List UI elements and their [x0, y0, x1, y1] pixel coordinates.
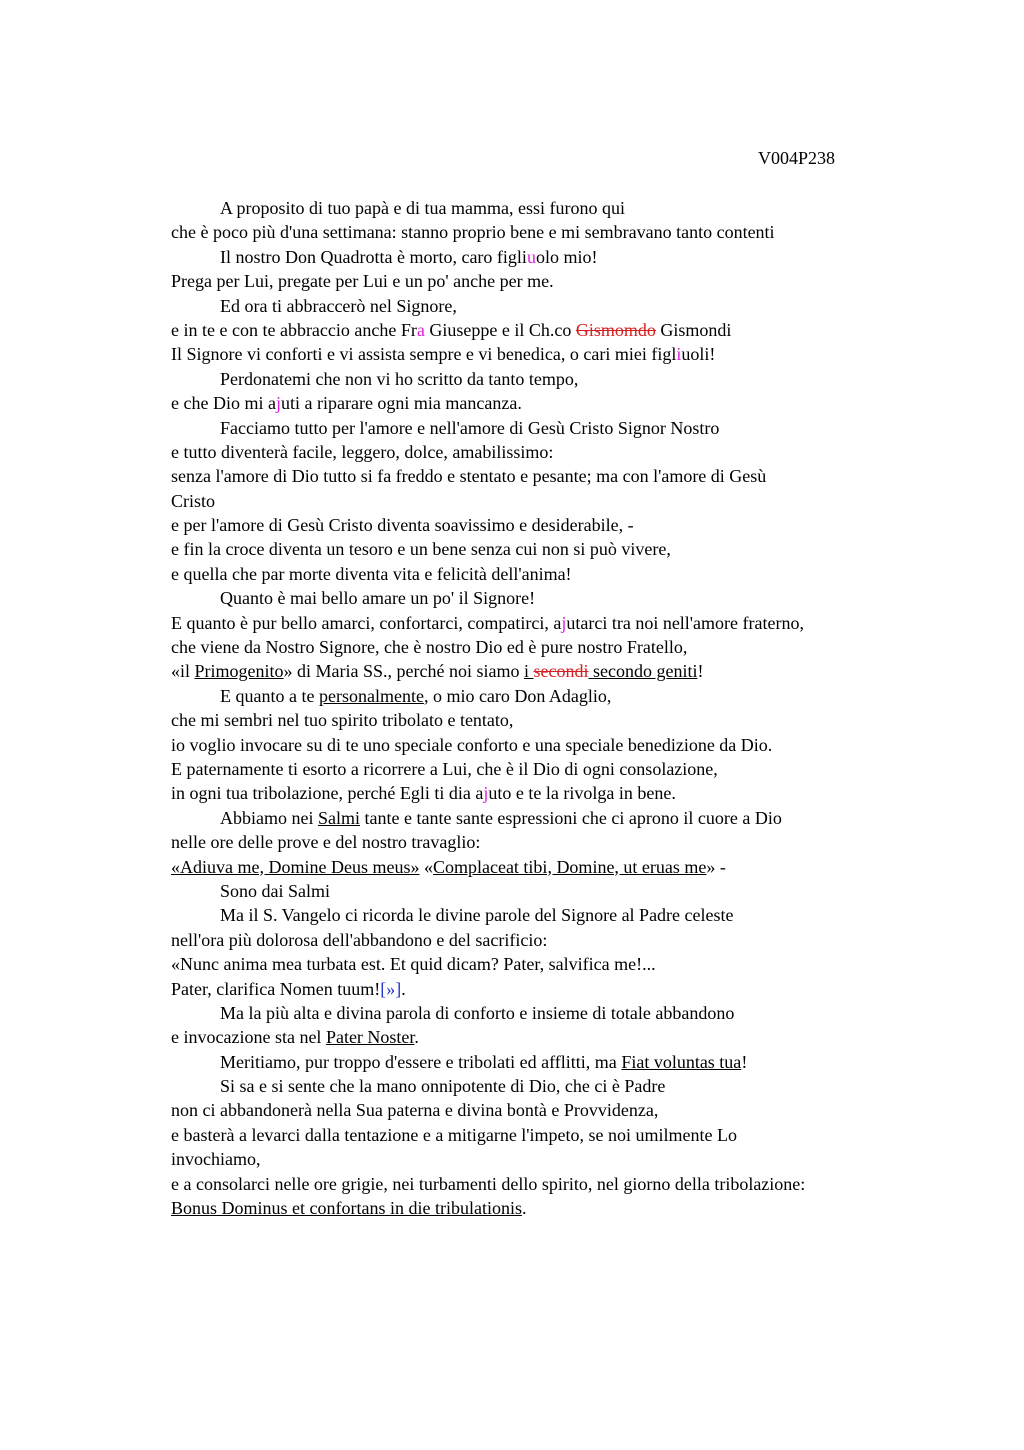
text-line [171, 611, 931, 635]
text-segment: utarci tra noi nell'amore fraterno, [566, 612, 804, 633]
text-segment: e quella che par morte diventa vita e felicità dell'anima! [171, 563, 572, 584]
inserted-letter: u [526, 246, 536, 267]
text-segment: in ogni tua tribolazione, perché Egli ti dia a [171, 783, 484, 804]
text-line [171, 1196, 931, 1220]
inserted-letter: i [676, 344, 682, 365]
text-segment: e invocazione sta nel [171, 1027, 326, 1048]
text-segment: invochiamo, [171, 1149, 261, 1170]
text-line [171, 440, 931, 464]
text-segment: non ci abbandonerà nella Sua paterna e divina bontà e Provvidenza, [171, 1100, 659, 1121]
text-line [171, 537, 931, 561]
text-segment: Perdonatemi che non vi ho scritto da tanto tempo, [220, 368, 579, 389]
text-segment: Il Signore vi conforti e vi assista sempre e vi benedica, o cari miei figl [171, 344, 677, 365]
text-line [171, 635, 931, 659]
text-line [171, 1172, 931, 1196]
text-segment: . [401, 978, 406, 999]
deleted-text: Gismomdo [575, 319, 656, 340]
text-line [171, 659, 931, 683]
text-line [171, 367, 931, 391]
text-segment: E quanto è pur bello amarci, confortarci, compatirci, a [171, 612, 562, 633]
text-segment: Gismondi [655, 319, 732, 340]
underlined-text: Complaceat tibi, Domine, ut eruas me [432, 856, 707, 877]
underlined-text: i [523, 661, 534, 682]
text-segment: che mi sembri nel tuo spirito tribolato e tentato, [171, 710, 514, 731]
underlined-text: Primogenito [194, 661, 284, 682]
text-line [171, 391, 931, 415]
deleted-text: secondi [533, 661, 589, 682]
text-line [171, 855, 931, 879]
text-line [171, 1123, 931, 1147]
text-segment: e fin la croce diventa un tesoro e un bene senza cui non si può vivere, [171, 539, 671, 560]
text-segment: e basterà a levarci dalla tentazione e a mitigarne l'impeto, se noi umilmente Lo [171, 1124, 738, 1145]
editorial-insertion: [»] [380, 978, 402, 999]
text-line [171, 733, 931, 757]
letter-body [171, 196, 931, 1220]
text-line [171, 684, 931, 708]
text-line [171, 1025, 931, 1049]
underlined-text: Pater Noster [325, 1027, 415, 1048]
inserted-letter: a [416, 319, 425, 340]
text-line [171, 269, 931, 293]
text-segment: «Nunc anima mea turbata est. Et quid dicam? Pater, salvifica me!... [171, 954, 656, 975]
text-segment: Si sa e si sente che la mano onnipotente di Dio, che ci è Padre [220, 1076, 666, 1097]
text-segment: , o mio caro Don Adaglio, [423, 685, 612, 706]
text-segment: e che Dio mi a [171, 393, 276, 414]
text-line [171, 513, 931, 537]
text-line [171, 903, 931, 927]
text-segment: olo mio! [535, 246, 598, 267]
text-segment: Meritiamo, pur troppo d'essere e tribolati ed afflitti, ma [220, 1051, 622, 1072]
text-segment: ! [741, 1051, 748, 1072]
text-line [171, 781, 931, 805]
text-line [171, 196, 931, 220]
text-line [171, 806, 931, 830]
text-segment: » di Maria SS., perché noi siamo [283, 661, 524, 682]
text-segment: Ma il S. Vangelo ci ricorda le divine parole del Signore al Padre celeste [220, 905, 734, 926]
underlined-text: secondo geniti [588, 661, 698, 682]
text-segment: ! [697, 661, 704, 682]
text-segment: uoli! [681, 344, 716, 365]
text-segment: . [521, 1198, 527, 1219]
text-line [171, 830, 931, 854]
text-segment: Pater, clarifica Nomen tuum! [171, 978, 381, 999]
inserted-letter: j [275, 393, 281, 414]
text-segment: « [419, 856, 433, 877]
text-line [171, 416, 931, 440]
text-line [171, 708, 931, 732]
text-segment: e tutto diventerà facile, leggero, dolce, amabilissimo: [171, 441, 554, 462]
text-segment: nelle ore delle prove e del nostro travaglio: [171, 832, 481, 853]
text-line [171, 1001, 931, 1025]
text-line [171, 1147, 931, 1171]
underlined-text: Bonus Dominus et confortans in die tribulationis [171, 1198, 522, 1219]
text-segment: nell'ora più dolorosa dell'abbandono e del sacrificio: [171, 929, 548, 950]
text-line [171, 562, 931, 586]
text-segment: A proposito di tuo papà e di tua mamma, essi furono qui [220, 198, 625, 218]
text-line [171, 245, 931, 269]
text-segment: e in te e con te abbraccio anche Fr [171, 319, 417, 340]
text-segment: . [414, 1027, 419, 1048]
text-segment: Cristo [171, 490, 216, 511]
text-segment: Quanto è mai bello amare un po' il Signore! [220, 588, 536, 609]
text-segment: Ed ora ti abbraccerò nel Signore, [220, 295, 457, 316]
text-line [171, 1074, 931, 1098]
text-line [171, 294, 931, 318]
text-segment: E quanto a te [220, 685, 319, 706]
text-line [171, 928, 931, 952]
inserted-letter: j [483, 783, 489, 804]
text-segment: «il [171, 661, 195, 682]
text-line [171, 586, 931, 610]
text-line [171, 489, 931, 513]
text-segment: » - [706, 856, 726, 877]
text-segment: Facciamo tutto per l'amore e nell'amore di Gesù Cristo Signor Nostro [220, 417, 720, 438]
text-segment: Abbiamo nei [220, 807, 318, 828]
text-segment: e per l'amore di Gesù Cristo diventa soavissimo e desiderabile, - [171, 515, 634, 536]
text-line [171, 318, 931, 342]
text-segment: che viene da Nostro Signore, che è nostro Dio ed è pure nostro Fratello, [171, 637, 688, 658]
text-segment: uto e te la rivolga in bene. [488, 783, 676, 804]
text-segment: Prega per Lui, pregate per Lui e un po' anche per me. [171, 271, 554, 292]
text-segment: che è poco più d'una settimana: stanno proprio bene e mi sembravano tanto contenti [171, 222, 775, 243]
text-segment: e a consolarci nelle ore grigie, nei turbamenti dello spirito, nel giorno della tribolazione: [171, 1173, 806, 1194]
text-line [171, 977, 931, 1001]
text-segment: Sono dai Salmi [220, 880, 331, 901]
underlined-text: «Adiuva me, Domine Deus meus» [171, 856, 420, 877]
text-segment: E paternamente ti esorto a ricorrere a Lui, che è il Dio di ogni consolazione, [171, 758, 718, 779]
inserted-letter: j [561, 612, 567, 633]
page-identifier: V004P238 [758, 148, 836, 168]
text-segment: tante e tante sante espressioni che ci aprono il cuore a Dio [360, 807, 782, 828]
text-line [171, 757, 931, 781]
underlined-text: Fiat voluntas tua [621, 1051, 742, 1072]
text-line [171, 464, 931, 488]
text-line [171, 220, 931, 244]
text-segment: io voglio invocare su di te uno speciale conforto e una speciale benedizione da Dio. [171, 734, 773, 755]
text-line [171, 342, 931, 366]
text-segment: Ma la più alta e divina parola di conforto e insieme di totale abbandono [220, 1002, 735, 1023]
text-segment: uti a riparare ogni mia mancanza. [280, 393, 522, 414]
text-segment: senza l'amore di Dio tutto si fa freddo e stentato e pesante; ma con l'amore di Gesù [171, 466, 767, 487]
text-segment: Giuseppe e il Ch.co [424, 319, 576, 340]
text-line [171, 952, 931, 976]
text-line [171, 1098, 931, 1122]
underlined-text: personalmente [318, 685, 424, 706]
text-line [171, 1050, 931, 1074]
text-line [171, 879, 931, 903]
underlined-text: Salmi [317, 807, 360, 828]
text-segment: Il nostro Don Quadrotta è morto, caro figli [220, 246, 527, 267]
